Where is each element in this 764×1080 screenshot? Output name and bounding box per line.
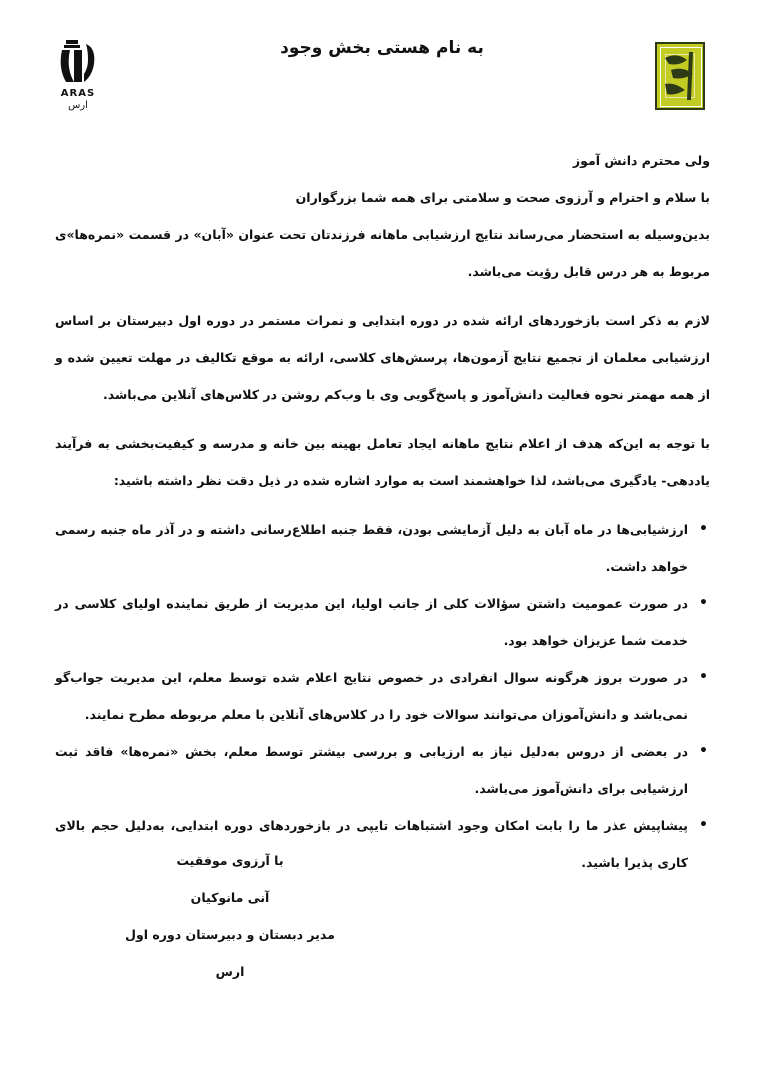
salutation: ولی محترم دانش آموز bbox=[572, 153, 710, 168]
logo-left-text: ARAS bbox=[60, 88, 96, 99]
calligraphy-icon bbox=[657, 44, 703, 108]
greeting: با سلام و احترام و آرزوی صحت و سلامتی برای همه شما بزرگواران bbox=[295, 190, 710, 205]
closing-line: با آرزوی موفقیت bbox=[176, 853, 284, 868]
signer-role: مدیر دبستان و دبیرستان دوره اول ارس bbox=[125, 927, 335, 979]
signature-block bbox=[110, 842, 350, 979]
page-title: به نام هستی بخش وجود bbox=[280, 38, 484, 58]
paragraph-announcement: بدین‌وسیله به استحضار می‌رساند نتایج ارزشیابی ماهانه فرزندتان تحت عنوان «آبان» در قسمت «نمره‌ها»ی مربوط به هر درس قابل رؤیت می‌باشد. bbox=[55, 227, 710, 279]
list-item: • در بعضی از دروس به‌دلیل نیاز به ارزیابی و بررسی بیشتر توسط معلم، بخش «نمره‌ها» فاقد ثبت ارزشیابی برای دانش‌آموز می‌باشد. bbox=[55, 733, 688, 807]
list-item: • در صورت عمومیت داشتن سؤالات کلی از جانب اولیا، این مدیریت از طریق نماینده اولیای کلاسی در خدمت شما عزیزان خواهد بود. bbox=[55, 585, 688, 659]
school-calligraphy-logo bbox=[655, 42, 705, 110]
paragraph-assessment-basis: لازم به ذکر است بازخوردهای ارائه شده در دوره ابتدایی و نمرات مستمر در دوره اول دبیرستان بر اساس ارزشیابی معلمان از تجمیع نتایج آزمون‌ها، پرسش‌های کلاسی، ارائه به موقع تکالیف در مهلت تعیین شده و از همه مهمتر نحوه فعالیت دانش‌آموز و پاسخ‌گویی وی با وب‌کم روشن در کلاس‌های آنلاین می‌باشد. bbox=[55, 313, 710, 402]
list-item: • پیشاپیش عذر ما را بابت امکان وجود اشتباهات تایپی در بازخوردهای دوره ابتدایی، به‌دلیل حجم بالای کاری پذیرا باشید. bbox=[55, 807, 688, 881]
logo-left-subtext: ارس bbox=[68, 100, 88, 111]
list-item: • در صورت بروز هرگونه سوال انفرادی در خصوص نتایج اعلام شده توسط معلم، این مدیریت جواب‌گو نمی‌باشد و دانش‌آموزان می‌توانند سوالات خود را در کلاس‌های آنلاین با معلم مربوطه مطرح نمایند. bbox=[55, 659, 688, 733]
paragraph-purpose: با توجه به این‌که هدف از اعلام نتایج ماهانه ایجاد تعامل بهینه بین خانه و مدرسه و کیفیت‌بخشی به فرآیند یاددهی- یادگیری می‌باشد، لذا خواهشمند است به موارد اشاره شده در ذیل دقت نظر داشته باشید: bbox=[55, 436, 710, 488]
signer-name: آنی مانوکیان bbox=[190, 890, 270, 905]
notes-list bbox=[55, 511, 710, 881]
list-item: • ارزشیابی‌ها در ماه آبان به دلیل آزمایشی بودن، فقط جنبه اطلاع‌رسانی داشته و در آذر ماه جنبه رسمی خواهد داشت. bbox=[55, 511, 688, 585]
letter-body bbox=[55, 142, 710, 881]
